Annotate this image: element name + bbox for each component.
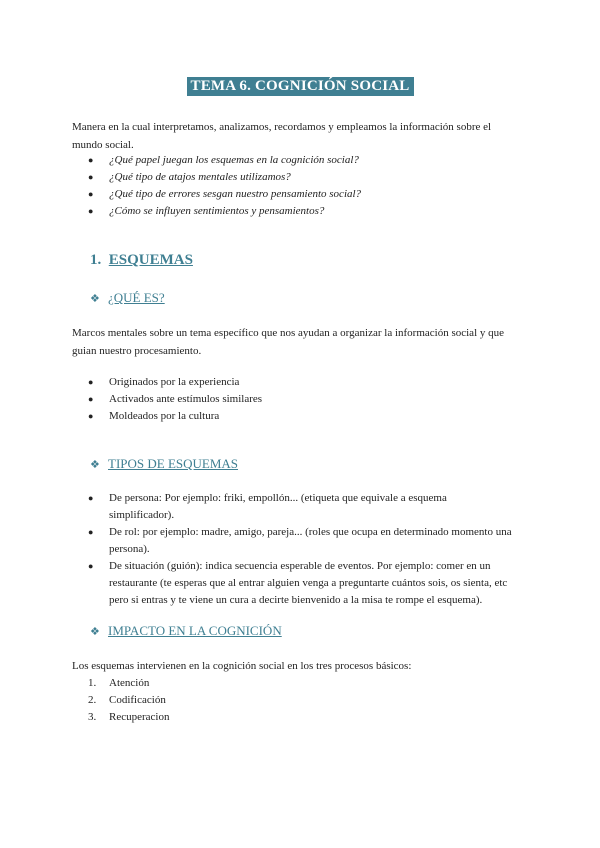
list-item: ● ¿Qué papel juegan los esquemas en la cognición social? <box>72 152 512 169</box>
bullet-icon: ● <box>88 172 94 182</box>
impacto-list <box>72 675 512 726</box>
tipos-list <box>72 490 512 609</box>
list-item: ● Moldeados por la cultura <box>72 408 512 425</box>
section-number: 1. <box>90 252 102 268</box>
impacto-paragraph: Los esquemas intervienen en la cognición social en los tres procesos básicos: <box>72 660 412 672</box>
bullet-icon: ● <box>88 206 94 216</box>
bullet-icon: ● <box>88 527 94 537</box>
list-item: 1. Atención <box>88 677 150 689</box>
diamond-icon: ❖ <box>90 293 100 305</box>
list-item: ● Originados por la experiencia <box>72 374 512 391</box>
bullet-icon: ● <box>88 493 94 503</box>
diamond-icon: ❖ <box>90 459 100 471</box>
list-item: ● De rol: por ejemplo: madre, amigo, pareja... (roles que ocupa en determinado momento una persona). <box>88 526 512 555</box>
diamond-icon: ❖ <box>90 626 100 638</box>
list-item: ● ¿Qué tipo de errores sesgan nuestro pensamiento social? <box>72 186 512 203</box>
bullet-icon: ● <box>88 377 94 387</box>
subheading-tipos: ❖ TIPOS DE ESQUEMAS <box>90 456 239 471</box>
que-es-paragraph: Marcos mentales sobre un tema específico que nos ayudan a organizar la información social y que guian nuestro procesamiento. <box>72 327 505 357</box>
list-item: ● ¿Qué tipo de atajos mentales utilizamos? <box>72 169 512 186</box>
bullet-icon: ● <box>88 155 94 165</box>
bullet-icon: ● <box>88 394 94 404</box>
section-heading-esquemas <box>90 252 193 269</box>
list-item: ● De situación (guión): indica secuencia esperable de eventos. Por ejemplo: comer en un restaurante (te esperas que al entrar alguien venga a preguntarte cuántos sois, os sienta, etc pero si entras y te viene un cura a decirte bienvenido a la misa te rompe el esquema). <box>88 560 508 606</box>
title-wrap <box>0 75 600 96</box>
list-item: ● ¿Cómo se influyen sentimientos y pensamientos? <box>72 203 512 220</box>
list-item: 2. Codificación <box>88 694 166 706</box>
que-es-list <box>72 374 512 425</box>
subheading-impacto: ❖ IMPACTO EN LA COGNICIÓN <box>90 623 282 638</box>
list-item: 3. Recuperacion <box>88 711 170 723</box>
subheading-que-es: ❖ ¿QUÉ ES? <box>90 290 165 305</box>
list-item: ● Activados ante estímulos similares <box>72 391 512 408</box>
page-title: TEMA 6. COGNICIÓN SOCIAL <box>187 77 414 96</box>
intro-question-list <box>72 152 512 220</box>
bullet-icon: ● <box>88 411 94 421</box>
intro-paragraph: Manera en la cual interpretamos, analizamos, recordamos y empleamos la información sobre el mundo social. <box>72 121 492 151</box>
list-item: ● De persona: Por ejemplo: friki, empollón... (etiqueta que equivale a esquema simplificador). <box>88 492 447 521</box>
bullet-icon: ● <box>88 189 94 199</box>
section-title: ESQUEMAS <box>108 252 193 268</box>
bullet-icon: ● <box>88 561 94 571</box>
